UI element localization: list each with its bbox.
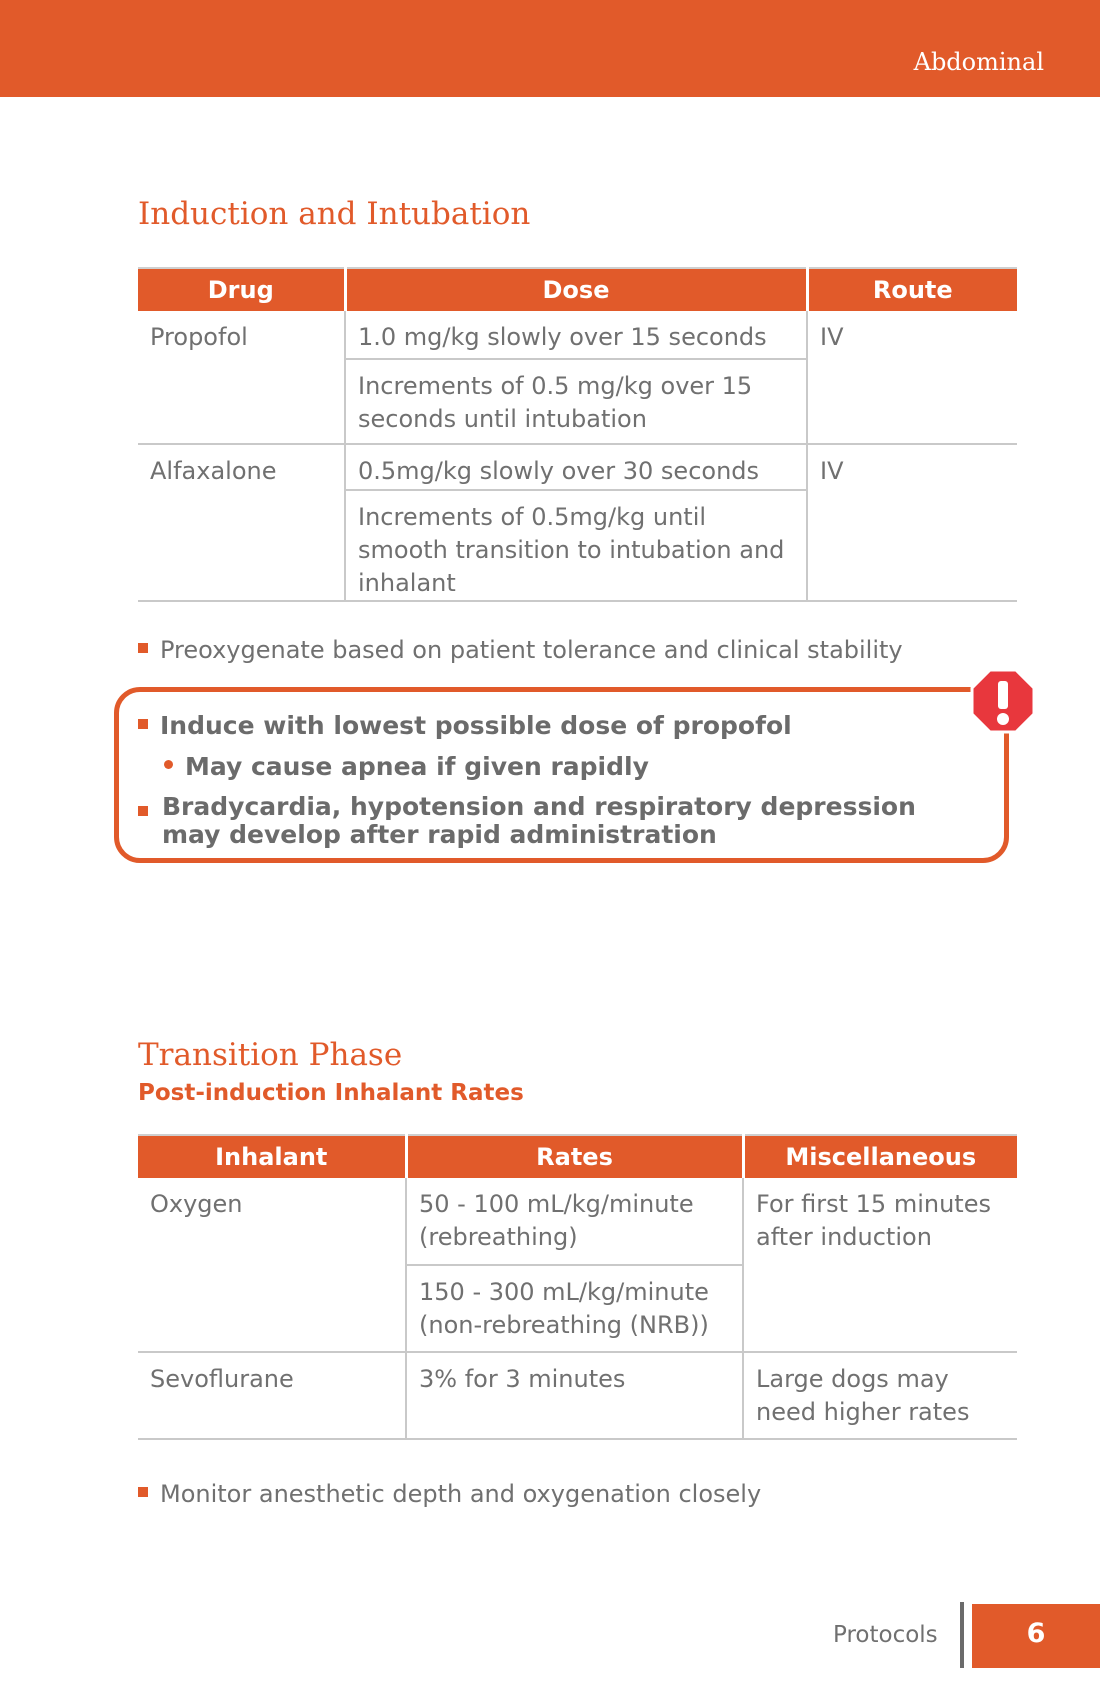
inhalant-table [138,1134,1017,1440]
induction-title: Induction and Intubation [138,196,531,232]
drug-cell: Alfaxalone [138,444,345,601]
footer-label: Protocols [833,1622,938,1648]
column-header-dose: Dose [345,268,807,311]
column-header-inhalant: Inhalant [138,1135,406,1178]
bullet-square-icon [138,643,148,653]
table-row [138,311,1017,359]
column-header-drug: Drug [138,268,345,311]
misc-cell: For first 15 minutes after induction [743,1178,1017,1352]
drug-cell: Propofol [138,311,345,444]
table-row [138,444,1017,490]
bullet-square-icon [138,719,148,729]
inhalant-cell: Oxygen [138,1178,406,1352]
misc-cell: Large dogs may need higher rates [743,1352,1017,1439]
section-label: Abdominal [913,48,1044,76]
page-number-box [972,1604,1100,1668]
bullet-square-icon [138,1487,148,1497]
induction-table [138,267,1017,602]
dose-cell: Increments of 0.5 mg/kg over 15 seconds until intubation [345,359,807,444]
transition-subtitle: Post-induction Inhalant Rates [138,1080,524,1106]
transition-note: Monitor anesthetic depth and oxygenation closely [138,1480,761,1508]
table-row [138,1352,1017,1439]
table-header-row [138,1135,1017,1178]
warning-item-1: Induce with lowest possible dose of propofol [138,712,792,740]
transition-title: Transition Phase [138,1037,403,1073]
column-header-route: Route [807,268,1017,311]
rate-cell: 150 - 300 mL/kg/minute (non-rebreathing (NRB)) [406,1265,743,1352]
dose-cell: 0.5mg/kg slowly over 30 seconds [345,444,807,490]
table-row [138,1178,1017,1265]
footer-divider [960,1602,964,1668]
page-number: 6 [1026,1618,1046,1649]
warning-item-2: Bradycardia, hypotension and respiratory depression may develop after rapid administration [138,793,958,849]
rate-cell: 50 - 100 mL/kg/minute (rebreathing) [406,1178,743,1265]
inhalant-cell: Sevoflurane [138,1352,406,1439]
rate-cell: 3% for 3 minutes [406,1352,743,1439]
dose-cell: Increments of 0.5mg/kg until smooth transition to intubation and inhalant [345,490,807,601]
dose-cell: 1.0 mg/kg slowly over 15 seconds [345,311,807,359]
bullet-dot-icon [164,760,173,769]
warning-subitem-1: May cause apnea if given rapidly [164,753,649,781]
bullet-square-icon [138,806,148,816]
column-header-misc: Miscellaneous [743,1135,1017,1178]
route-cell: IV [807,444,1017,601]
warning-octagon-icon [970,668,1036,734]
route-cell: IV [807,311,1017,444]
header-bar [0,0,1100,97]
induction-note: Preoxygenate based on patient tolerance and clinical stability [138,636,903,664]
table-header-row [138,268,1017,311]
column-header-rates: Rates [406,1135,743,1178]
